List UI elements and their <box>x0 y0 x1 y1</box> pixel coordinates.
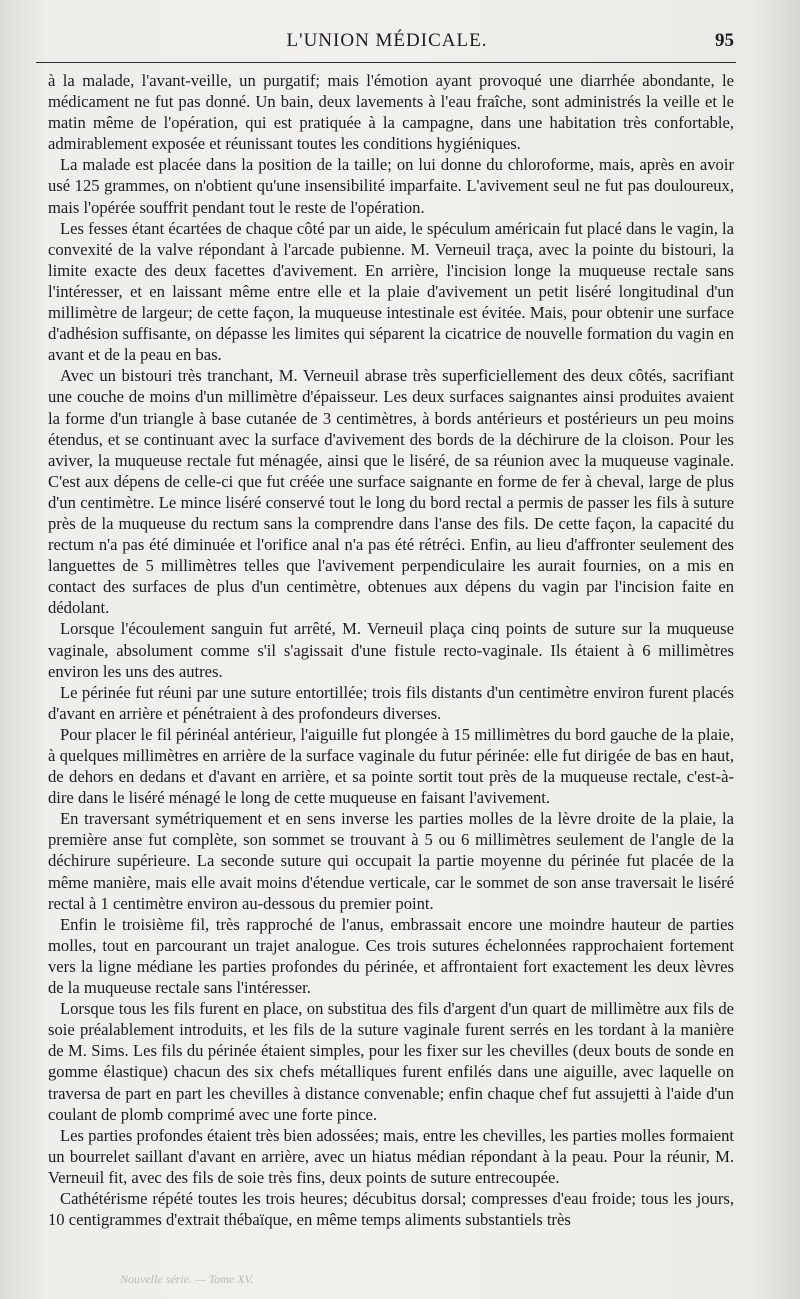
paragraph: Lorsque l'écoulement sanguin fut arrêté, M. Verneuil plaça cinq points de suture sur la muqueuse vaginale, absolument comme s'il s'agissait d'une fistule recto-vaginale. Ils étaient à 6 millimètres environ les uns des autres. <box>48 619 734 681</box>
paragraph: Cathétérisme répété toutes les trois heures; décubitus dorsal; compresses d'eau froide; tous les jours, 10 centigrammes d'extrait thébaïque, en même temps aliments substantiels très <box>48 1188 734 1230</box>
paragraph: Enfin le troisième fil, très rapproché de l'anus, embrassait encore une moindre hauteur de parties molles, tout en parcourant un trajet analogue. Ces trois sutures échelonnées rapprochaient fortement vers la ligne médiane les parties profondes du périnée, et affrontaient fort exactement les deux lèvres de la muqueuse rectale sans l'intéresser. <box>48 914 734 998</box>
running-title: L'UNION MÉDICALE. <box>286 30 488 51</box>
paragraph: Le périnée fut réuni par une suture entortillée; trois fils distants d'un centimètre environ furent placés d'avant en arrière et pénétraient à des profondeurs diverses. <box>48 682 734 723</box>
paragraph: Pour placer le fil périnéal antérieur, l'aiguille fut plongée à 15 millimètres du bord gauche de la plaie, à quelques millimètres en arrière de la surface vaginale du futur périnée: elle fut dirigée de bas en haut, de dehors en dedans et d'avant en arrière, et sa pointe sortit tout près de la muqueuse rectale, c'est-à-dire dans le liséré ménagé le long de cette muqueuse en faisant l'avivement. <box>48 724 734 808</box>
body-text <box>48 70 734 1230</box>
paragraph: En traversant symétriquement et en sens inverse les parties molles de la lèvre droite de la plaie, la première anse fut complète, son sommet se trouvant à 5 ou 6 millimètres seulement de l'angle de la déchirure supérieure. La seconde suture qui occupait la partie moyenne du périnée fut placée de la même manière, mais elle avait moins d'étendue verticale, car le sommet de son anse traversait le liséré rectal à 1 centimètre environ au-dessous du premier point. <box>48 809 734 913</box>
page-number: 95 <box>715 30 734 51</box>
header-rule <box>36 62 736 63</box>
paragraph: Les parties profondes étaient très bien adossées; mais, entre les chevilles, les parties molles formaient un bourrelet saillant d'avant en arrière, avec un hiatus médian répondant à la peau. Pour la réunir, M. Verneuil fit, avec des fils de soie très fins, deux points de suture entrecoupée. <box>48 1125 734 1187</box>
page-footer-note: Nouvelle série. — Tome XV. <box>120 1272 254 1286</box>
paragraph: Avec un bistouri très tranchant, M. Verneuil abrase très superficiellement des deux côtés, sacrifiant une couche de moins d'un millimètre d'épaisseur. Les deux surfaces saignantes ainsi produites avaient la forme d'un triangle à base cutanée de 3 centimètres, à bords antérieurs et postérieurs un peu moins étendus, et se continuant avec la surface d'avivement des bords de la déchirure de la cloison. Pour les aviver, la muqueuse rectale fut ménagée, ainsi que le liséré, de sa réunion avec la muqueuse vaginale. C'est aux dépens de celle-ci que fut créée une surface saignante en forme de fer à cheval, large de plus d'un centimètre. Le mince liséré conservé tout le long du bord rectal a permis de passer les fils à suture près de la muqueuse du rectum sans la comprendre dans l'anse des fils. De cette façon, la capacité du rectum n'a pas été diminuée et l'orifice anal n'a pas été rétréci. Enfin, au lieu d'affronter seulement des languettes de 5 millimètres telles que l'avivement perpendiculaire les aurait fournies, on a mis en contact des surfaces de plus d'un centimètre, obtenues aux dépens du vagin par l'incision faite en dédolant. <box>48 366 734 618</box>
paragraph: Les fesses étant écartées de chaque côté par un aide, le spéculum américain fut placé dans le vagin, la convexité de la valve répondant à l'arcade pubienne. M. Verneuil traça, avec la pointe du bistouri, la limite exacte des deux facettes d'avivement. En arrière, l'incision longe la muqueuse rectale sans l'intéresser, et en laissant même entre elle et la plaie d'avivement un petit liséré longitudinal d'un millimètre de largeur; de cette façon, la muqueuse intestinale est évitée. Mais, pour obtenir une surface d'adhésion suffisante, on dépasse les limites qui séparent la cicatrice de nouvelle formation du vagin en avant et de la peau en bas. <box>48 218 734 365</box>
page-header <box>40 30 734 54</box>
paragraph: Lorsque tous les fils furent en place, on substitua des fils d'argent d'un quart de millimètre aux fils de soie préalablement introduits, et les fils de la suture vaginale furent serrés en les tordant à la manière de M. Sims. Les fils du périnée étaient simples, pour les fixer sur les chevilles (deux bouts de sonde en gomme élastique) chacun des six chefs métalliques furent enfilés dans une aiguille, avec laquelle on traversa de part en part les chevilles à distance convenable; enfin chaque chef fut assujetti à l'aide d'un coulant de plomb comprimé avec une forte pince. <box>48 999 734 1124</box>
paragraph: à la malade, l'avant-veille, un purgatif; mais l'émotion ayant provoqué une diarrhée abondante, le médicament ne fut pas donné. Un bain, deux lavements à l'eau fraîche, sont administrés la veille et le matin même de l'opération, qui est pratiquée à la campagne, dans une habitation très confortable, admirablement exposée et réunissant toutes les conditions hygiéniques. <box>48 71 734 154</box>
paragraph: La malade est placée dans la position de la taille; on lui donne du chloroforme, mais, après en avoir usé 125 grammes, on n'obtient qu'une insensibilité imparfaite. L'avivement seul ne fut pas douloureux, mais l'opérée souffrit pendant tout le reste de l'opération. <box>48 155 734 217</box>
